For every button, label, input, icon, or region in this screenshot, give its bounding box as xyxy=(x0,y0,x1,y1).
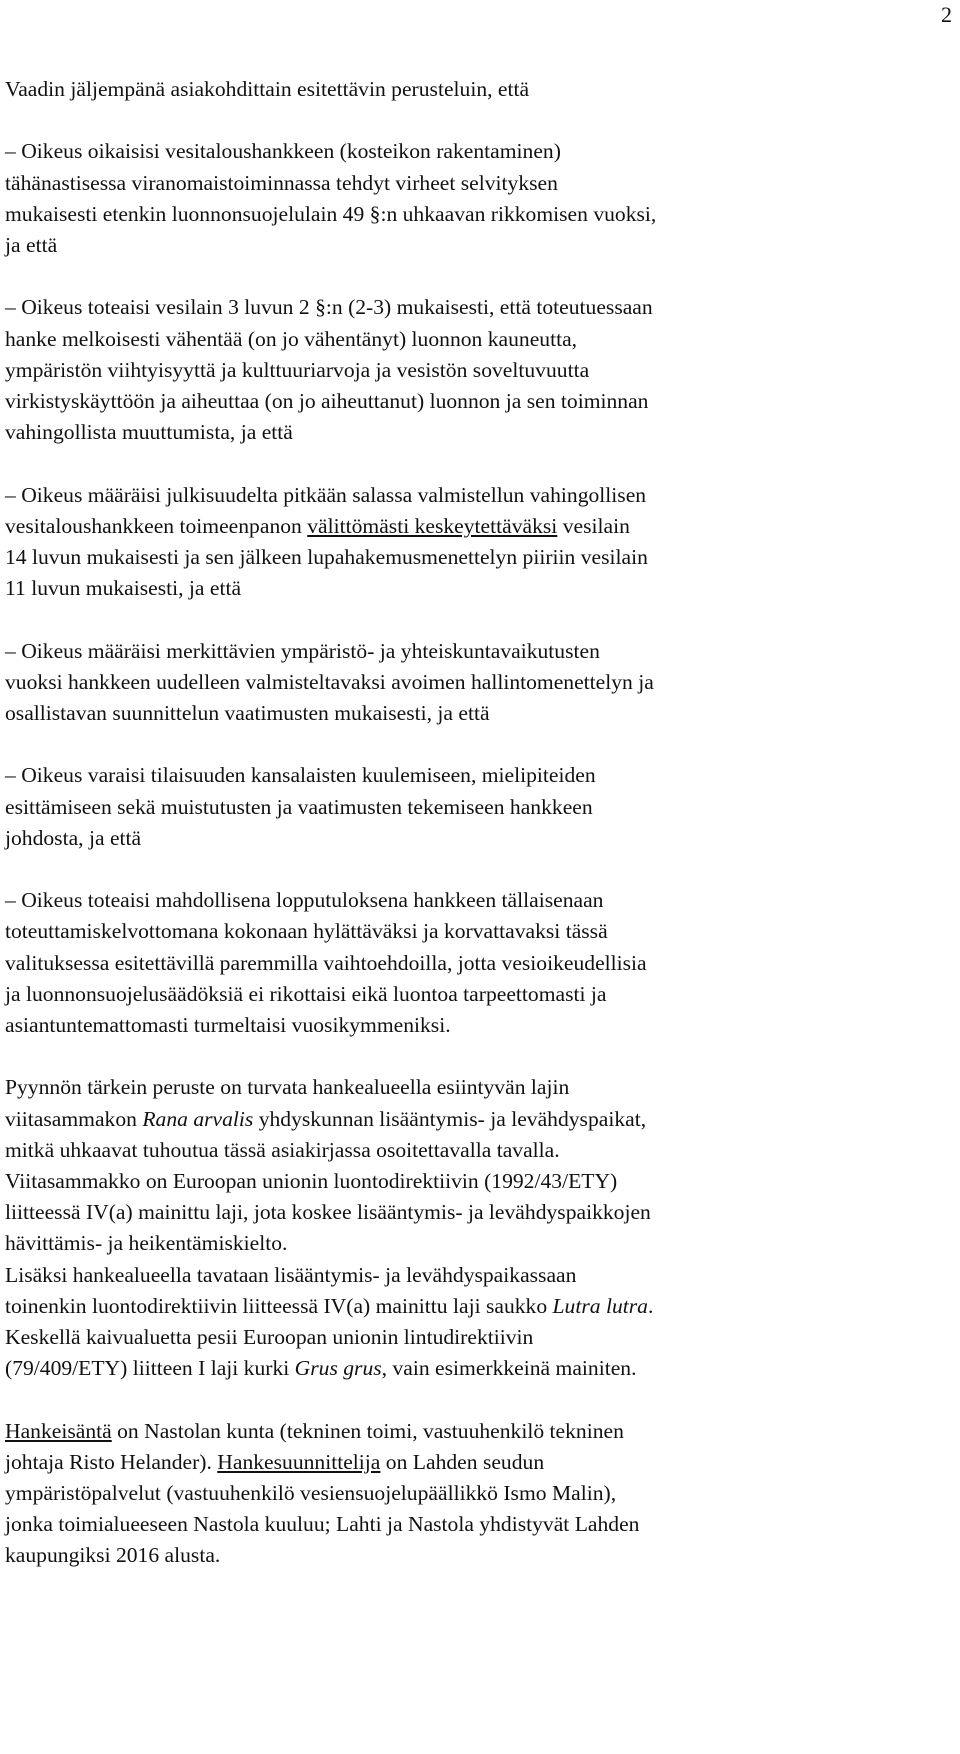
paragraph-line xyxy=(5,1291,955,1322)
claim-1 xyxy=(5,136,955,261)
underlined-term: Hankeisäntä xyxy=(5,1418,112,1443)
spacer xyxy=(5,604,955,635)
claim-line xyxy=(5,511,955,542)
claim-line: asiantuntemattomasti turmeltaisi vuosikymmeniksi. xyxy=(5,1013,451,1037)
text-span: . xyxy=(647,1293,654,1318)
species-name: Rana arvalis xyxy=(142,1106,254,1131)
claim-line: – Oikeus määräisi julkisuudelta pitkään salassa valmistellun vahingollisen xyxy=(5,482,647,507)
claim-line: johdosta, ja että xyxy=(5,825,142,850)
claim-line: – Oikeus toteaisi vesilain 3 luvun 2 §:n (2-3) mukaisesti, että toteutuessaan xyxy=(5,295,653,320)
paragraph-line: ympäristöpalvelut (vastuuhenkilö vesiensuojelupäällikkö Ismo Malin), xyxy=(5,1481,617,1506)
text-span: (79/409/ETY) liitteen I laji kurki xyxy=(5,1356,295,1381)
species-name: Grus grus xyxy=(294,1356,382,1381)
claim-line: – Oikeus oikaisisi vesitaloushankkeen (kosteikon rakentaminen) xyxy=(5,139,561,164)
text-span: vesilain xyxy=(557,513,630,538)
paragraph-line: Pyynnön tärkein peruste on turvata hankealueella esiintyvän lajin xyxy=(5,1075,570,1100)
paragraph-line xyxy=(5,1353,955,1384)
text-span: viitasammakon xyxy=(5,1106,143,1131)
claim-line: toteuttamiskelvottomana kokonaan hylättäväksi ja korvattavaksi tässä xyxy=(5,919,608,944)
text-span: on Nastolan kunta (tekninen toimi, vastuuhenkilö tekninen xyxy=(111,1418,624,1443)
claim-5 xyxy=(5,760,955,854)
claim-line: vuoksi hankkeen uudelleen valmisteltavaksi avoimen hallintomenettelyn ja xyxy=(5,669,654,694)
claim-4 xyxy=(5,636,955,730)
claim-line: tähänastisessa viranomaistoiminnassa tehdyt virheet selvityksen xyxy=(5,170,558,195)
claim-line: – Oikeus toteaisi mahdollisena lopputuloksena hankkeen tällaisenaan xyxy=(5,888,604,913)
paragraph-species xyxy=(5,1072,955,1384)
paragraph-line: Viitasammakko on Euroopan unionin luontodirektiivin (1992/43/ETY) xyxy=(5,1169,618,1193)
text-span: , vain esimerkkeinä mainiten. xyxy=(381,1356,637,1381)
claim-line: mukaisesti etenkin luonnonsuojelulain 49 §:n uhkaavan rikkomisen vuoksi, xyxy=(5,201,657,226)
claim-line: vahingollista muuttumista, ja että xyxy=(5,420,293,445)
text-span: johtaja Risto Helander). xyxy=(5,1449,218,1474)
claim-line: virkistyskäyttöön ja aiheuttaa (on jo aiheuttanut) luonnon ja sen toiminnan xyxy=(5,389,649,413)
document-body xyxy=(5,74,955,1572)
claim-line: – Oikeus määräisi merkittävien ympäristö- ja yhteiskuntavaikutusten xyxy=(5,638,600,663)
text-span: toinenkin luontodirektiivin liitteessä IV(a) mainittu laji saukko xyxy=(5,1293,553,1318)
spacer xyxy=(5,1041,955,1072)
spacer xyxy=(5,448,955,479)
paragraph-line: kaupungiksi 2016 alusta. xyxy=(5,1543,221,1568)
claim-line: hanke melkoisesti vähentää (on jo vähentänyt) luonnon kauneutta, xyxy=(5,326,578,351)
text-span: vesitaloushankkeen toimeenpanon xyxy=(5,513,308,538)
claim-line: 14 luvun mukaisesti ja sen jälkeen lupahakemusmenettelyn piiriin vesilain xyxy=(5,545,648,569)
intro-line: Vaadin jäljempänä asiakohdittain esitettävin perusteluin, että xyxy=(5,77,530,101)
spacer xyxy=(5,1384,955,1415)
paragraph-line: hävittämis- ja heikentämiskielto. xyxy=(5,1231,288,1256)
spacer xyxy=(5,854,955,885)
claim-line: esittämiseen sekä muistutusten ja vaatimusten tekemiseen hankkeen xyxy=(5,794,593,819)
claim-3 xyxy=(5,480,955,605)
paragraph-line xyxy=(5,1447,955,1478)
paragraph-line: liitteessä IV(a) mainittu laji, jota koskee lisääntymis- ja levähdyspaikkojen xyxy=(5,1200,651,1225)
spacer xyxy=(5,261,955,292)
claim-line: 11 luvun mukaisesti, ja että xyxy=(5,576,242,601)
paragraph-line: mitkä uhkaavat tuhoutua tässä asiakirjassa osoitettavalla tavalla. xyxy=(5,1137,560,1162)
text-span: on Lahden seudun xyxy=(380,1449,545,1474)
paragraph-line: jonka toimialueeseen Nastola kuuluu; Lahti ja Nastola yhdistyvät Lahden xyxy=(5,1512,640,1537)
spacer xyxy=(5,105,955,136)
underlined-phrase: välittömästi keskeytettäväksi xyxy=(307,513,558,538)
paragraph-line xyxy=(5,1416,955,1447)
page-number: 2 xyxy=(941,2,952,27)
species-name: Lutra lutra xyxy=(552,1293,648,1318)
claim-line: valituksessa esitettävillä paremmilla vaihtoehdoilla, jotta vesioikeudellisia xyxy=(5,950,647,975)
claim-2 xyxy=(5,292,955,448)
claim-line: ja että xyxy=(5,233,58,257)
underlined-term: Hankesuunnittelija xyxy=(217,1449,381,1474)
paragraph-parties xyxy=(5,1416,955,1572)
paragraph-line: Keskellä kaivualuetta pesii Euroopan unionin lintudirektiivin xyxy=(5,1325,534,1350)
claim-line: – Oikeus varaisi tilaisuuden kansalaisten kuulemiseen, mielipiteiden xyxy=(5,763,596,788)
paragraph-line xyxy=(5,1104,955,1135)
claim-line: osallistavan suunnittelun vaatimusten mukaisesti, ja että xyxy=(5,701,490,725)
claim-line: ympäristön viihtyisyyttä ja kulttuuriarvoja ja vesistön soveltuvuutta xyxy=(5,357,590,382)
claim-6 xyxy=(5,885,955,1041)
text-span: yhdyskunnan lisääntymis- ja levähdyspaikat, xyxy=(253,1106,647,1131)
paragraph-line: Lisäksi hankealueella tavataan lisääntymis- ja levähdyspaikassaan xyxy=(5,1262,577,1287)
claim-line: ja luonnonsuojelusäädöksiä ei rikottaisi eikä luontoa tarpeettomasti ja xyxy=(5,981,607,1006)
spacer xyxy=(5,729,955,760)
